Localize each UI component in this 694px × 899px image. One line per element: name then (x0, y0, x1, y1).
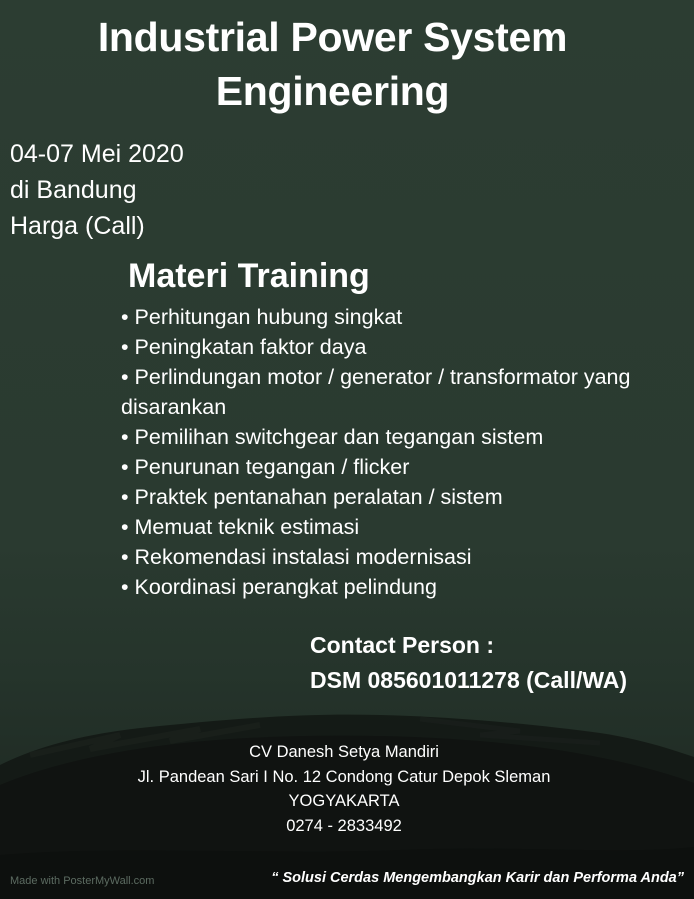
title-line-1: Industrial Power System (97, 14, 568, 60)
event-date: 04-07 Mei 2020 (10, 140, 184, 168)
slogan-text: “ Solusi Cerdas Mengembangkan Karir dan Performa Anda” (271, 870, 684, 886)
company-city: YOGYAKARTA (288, 792, 400, 810)
contact-value: DSM 085601011278 (Call/WA) (310, 667, 628, 693)
title-line-2: Engineering (215, 68, 450, 114)
list-item: • Perhitungan hubung singkat (121, 302, 691, 332)
contact-label: Contact Person : (310, 632, 495, 658)
company-phone: 0274 - 2833492 (286, 816, 402, 835)
list-item: • Penurunan tegangan / flicker (121, 452, 691, 482)
watermark-text: Made with PosterMyWall.com (10, 875, 155, 887)
event-location: di Bandung (10, 176, 137, 204)
list-item: • Peningkatan faktor daya (121, 332, 691, 362)
company-block (0, 740, 694, 838)
list-item: • Perlindungan motor / generator / transformator yang disarankan (121, 362, 691, 422)
company-address: Jl. Pandean Sari I No. 12 Condong Catur Depok Sleman (137, 767, 551, 786)
materi-list (121, 302, 691, 602)
list-item: • Rekomendasi instalasi modernisasi (121, 542, 691, 572)
materi-heading: Materi Training (128, 257, 370, 295)
poster-title (0, 10, 665, 118)
list-item: • Praktek pentanahan peralatan / sistem (121, 482, 691, 512)
event-info (10, 136, 184, 244)
contact-block (310, 628, 627, 698)
list-item: • Koordinasi perangkat pelindung (121, 572, 691, 602)
list-item: • Pemilihan switchgear dan tegangan sistem (121, 422, 691, 452)
company-name: CV Danesh Setya Mandiri (249, 743, 439, 761)
list-item: • Memuat teknik estimasi (121, 512, 691, 542)
event-price: Harga (Call) (10, 212, 145, 240)
